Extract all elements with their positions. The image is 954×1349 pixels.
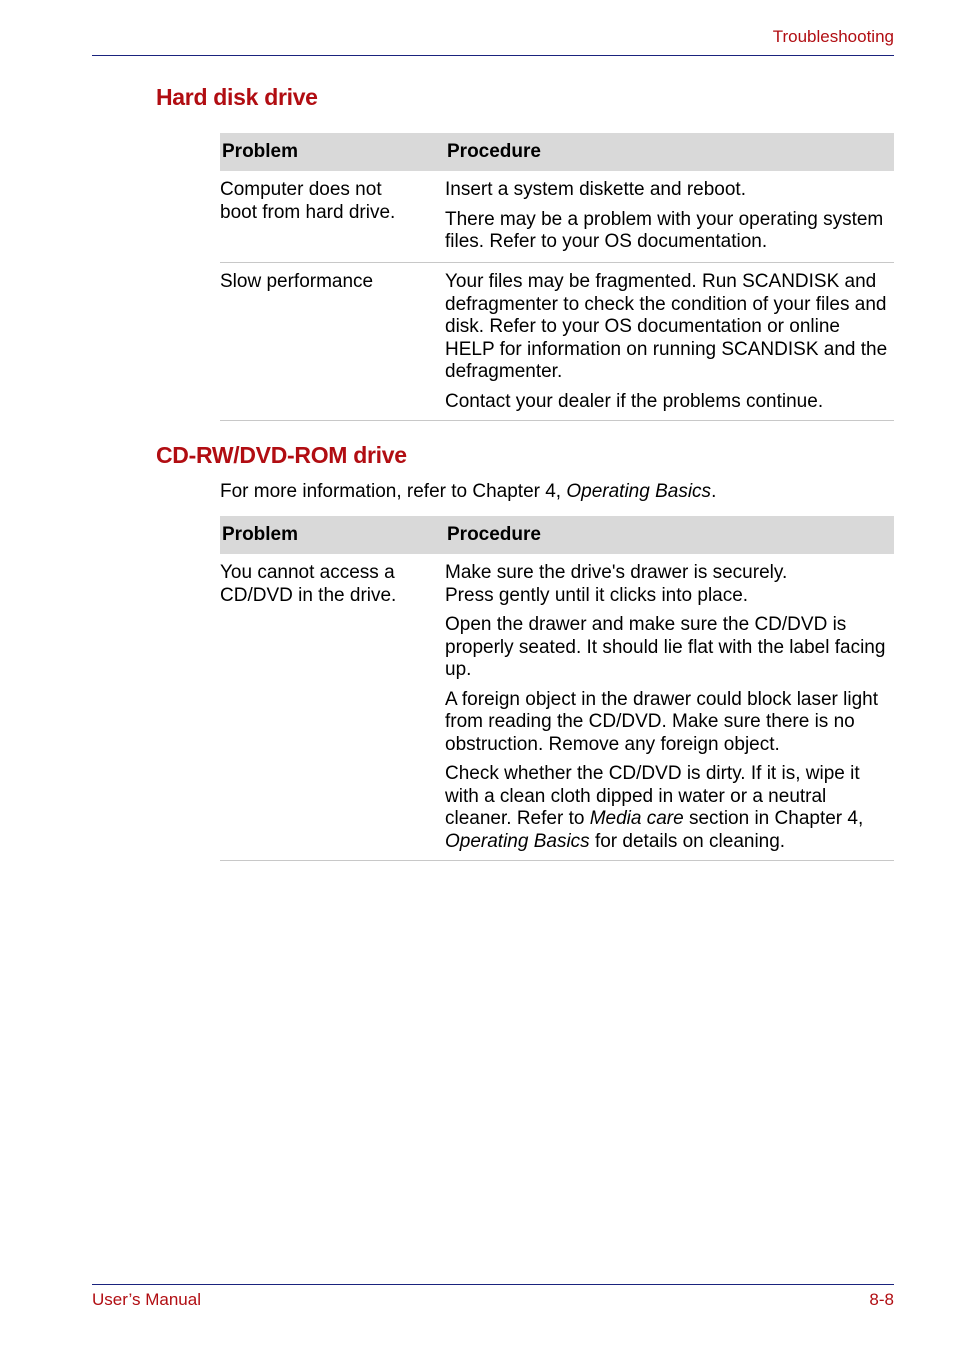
column-header-problem: Problem bbox=[222, 523, 299, 545]
table-row bbox=[220, 171, 894, 263]
header-divider bbox=[92, 55, 894, 56]
procedure-text bbox=[445, 763, 894, 853]
procedure-cell bbox=[445, 554, 894, 861]
intro-paragraph bbox=[220, 481, 716, 503]
procedure-text-part: section in Chapter 4, bbox=[683, 808, 864, 829]
table-row bbox=[220, 554, 894, 861]
procedure-cell bbox=[445, 263, 894, 421]
intro-suffix: . bbox=[711, 481, 717, 502]
procedure-text-part: for details on cleaning. bbox=[589, 830, 786, 852]
table-header bbox=[220, 133, 894, 171]
problem-cell bbox=[220, 171, 445, 263]
intro-reference: Operating Basics bbox=[566, 481, 712, 502]
problem-cell bbox=[220, 554, 445, 861]
table-header-row bbox=[220, 133, 894, 171]
table-header bbox=[220, 516, 894, 554]
problem-text: Computer does not boot from hard drive. bbox=[220, 179, 396, 223]
table-row bbox=[220, 263, 894, 421]
table-header-row bbox=[220, 516, 894, 554]
intro-text: For more information, refer to Chapter 4, bbox=[220, 481, 567, 502]
problem-text: Slow performance bbox=[220, 271, 374, 292]
section-title-hard-disk: Hard disk drive bbox=[156, 84, 318, 110]
procedure-text: Make sure the drive's drawer is securely. Press gently until it clicks into place. bbox=[445, 562, 788, 606]
procedure-text: There may be a problem with your operating system files. Refer to your OS documentation. bbox=[445, 208, 884, 252]
procedure-cell bbox=[445, 171, 894, 263]
procedure-text: A foreign object in the drawer could block laser light from reading the CD/DVD. Make sure there is no obstruction. Remove any foreign object. bbox=[445, 688, 879, 755]
hard-disk-table bbox=[220, 133, 894, 421]
problem-text: You cannot access a CD/DVD in the drive. bbox=[220, 562, 397, 606]
page-number: 8-8 bbox=[869, 1290, 894, 1309]
column-header-procedure: Procedure bbox=[447, 140, 541, 162]
footer-manual-title: User’s Manual bbox=[92, 1290, 201, 1309]
footer-divider bbox=[92, 1284, 894, 1285]
procedure-text: Contact your dealer if the problems continue. bbox=[445, 390, 824, 412]
procedure-text: Your files may be fragmented. Run SCANDISK and defragmenter to check the condition of your files and disk. Refer to your OS documentation or online HELP for information on running SCANDISK and the defragmenter. bbox=[445, 271, 888, 382]
procedure-text: Insert a system diskette and reboot. bbox=[445, 179, 746, 200]
procedure-text-part: Check whether the CD/DVD is dirty. If it is, wipe it with a clean cloth dipped in water or a neutral cleaner. Refer to bbox=[445, 763, 860, 829]
media-care-reference: Media care bbox=[589, 808, 684, 829]
problem-cell bbox=[220, 263, 445, 421]
procedure-text: Open the drawer and make sure the CD/DVD is properly seated. It should lie flat with the label facing up. bbox=[445, 614, 886, 680]
operating-basics-reference: Operating Basics bbox=[445, 830, 590, 852]
column-header-problem: Problem bbox=[222, 140, 299, 162]
section-title-cd-dvd: CD-RW/DVD-ROM drive bbox=[156, 442, 407, 468]
cd-dvd-table bbox=[220, 516, 894, 861]
running-header: Troubleshooting bbox=[772, 27, 894, 46]
column-header-procedure: Procedure bbox=[447, 523, 541, 545]
